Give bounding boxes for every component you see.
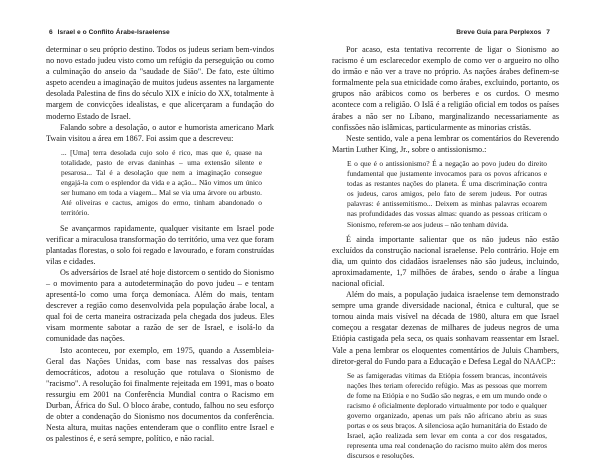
right-page (300, 0, 600, 463)
paragraph: Isto aconteceu, por exemplo, em 1975, quando a Assembleia-Geral das Nações Unidas, com base nas ressalvas dos países democráticos, adotou a resolução que rotulava o Sionismo de "racismo". A resolução foi finalmente rejeitada em 1991, mas o boato ressurgiu em 2001 na Conferência Mundial contra o Racismo em Durban, África do Sul. O bloco árabe, contudo, falhou no seu esforço de obter a condenação do Sionismo nos documentos da conferência. Nesta altura, muitas nações entenderam que o conflito entre Israel e os palestinos é, e será sempre, político, e não racial. (46, 345, 274, 444)
chapter-title: Israel e o Conflito Árabe-Israelense (57, 29, 170, 36)
running-header-right (456, 29, 553, 36)
page-number: 7 (546, 29, 550, 36)
right-page-body (332, 44, 559, 466)
left-page-body (46, 44, 274, 444)
paragraph: determinar o seu próprio destino. Todos os judeus seriam bem-vindos no novo estado judeu visto como um refúgio da perseguição ou como a culminação do anseio da "saudade de Sião". De fato, este último aspeto acendeu a imaginação de muitos judeus assentes na largamente desolada Palestina de fins do século XIX e início do XX, totalmente à margem de convicções idealistas, e que alicerçaram a fundação do moderno Estado de Israel. (46, 45, 274, 121)
paragraph: É ainda importante salientar que os não judeus não estão excluídos da construção nacional israelense. Pelo contrário. Hoje em dia, um quinto dos cidadãos israelenses não são judeus, incluindo, aproximadamente, 1,7 milhões de árabes, sendo o árabe a língua nacional oficial. (332, 234, 559, 288)
paragraph: Além do mais, a população judaica israelense tem demonstrado sempre uma grande diversidade nacional, étnica e cultural, que se tornou ainda mais visível na década de 1980, altura em que Israel começou a resgatar dezenas de milhares de judeus negros de uma Etiópia castigada pela seca, os quais sonhavam reassentar em Israel. Vale a pena lembrar os eloquentes comentários de Juluis Chambers, diretor-geral do Fundo para a Educação e Defesa Legal do NAACP:: (332, 290, 559, 366)
block-quote: E o que é o antissionismo? É a negação ao povo judeu do direito fundamental que justamente invocamos para os povos africanos e todas as restantes nações do planeta. É uma discriminação contra os judeus, caros amigos, pelo fato de serem judeus. Por outras palavras: é antissemitismo... Deixem as minhas palavras ecoarem nas profundidades das vossas almas: quando as pessoas criticam o Sionismo, referem-se aos judeus – não tenham dúvida. (347, 158, 547, 229)
book-title: Breve Guia para Perplexos (456, 29, 542, 36)
block-quote: ... [Uma] terra desolada cujo solo é rico, mas que é, quase na totalidade, pasto de ervas daninhas – uma extensão silente e pesarosa... Tal é a desolação que nem a imaginação consegue engajá-la com o esplendor da vida e a ação... Não vimos um único ser humano em toda a viagem... Mal se via uma árvore ou arbusto. Até oliveiras e cactus, amigos do ermo, tinham abandonado o território. (61, 147, 262, 218)
block-quote: Se as famigeradas vítimas da Etiópia fossem brancas, incontáveis nações lhes teriam oferecido refúgio. Mas as pessoas que morrem de fome na Etiópia e no Sudão são negras, e em um mundo onde o racismo é oficialmente deplorado virtualmente por todo e qualquer governo organizado, apenas um país não africano abriu as suas portas e os seus braços. A silenciosa ação humanitária do Estado de Israel, ação realizada sem levar em conta a cor dos resgatados, representa uma real condenação do racismo muito além dos meros discursos e resoluções. (347, 370, 547, 461)
paragraph: Se avançarmos rapidamente, qualquer visitante em Israel pode verificar a miraculosa transformação do território, uma vez que foram plantadas florestas, o solo foi regado e lavourado, e foram construídas vilas e cidades. (46, 223, 274, 266)
paragraph: Por acaso, esta tentativa recorrente de ligar o Sionismo ao racismo é um esclarecedor exemplo de como ver o argueiro no olho do irmão e não ver a trave no próprio. As nações árabes definem-se formalmente pela sua etnicidade como árabes, excluindo, portanto, os grupos não arábicos como os berberes e os curdos. O mesmo acontece com a religião. O Islã é a religião oficial em todos os países árabes a não ser no Líbano, marginalizando necessariamente as confissões não islâmicas, particularmente as minorias cristãs. (332, 45, 559, 132)
paragraph: Neste sentido, vale a pena lembrar os comentários do Reverendo Martin Luther King, Jr., sobre o antissionismo.: (332, 133, 559, 154)
running-header-left (46, 29, 170, 36)
paragraph: Os adversários de Israel até hoje distorcem o sentido do Sionismo – o movimento para a autodeterminação do povo judeu – e tentam apresentá-lo como uma força demoníaca. Além do mais, tentam descrever a região como desenvolvida pela população árabe local, a qual foi de certa maneira ostracizada pela chegada dos judeus. Eles visam mormente sabotar a razão de ser de Israel, e isolá-lo da comunidade das nações. (46, 267, 274, 344)
left-page (0, 0, 300, 463)
paragraph: Falando sobre a desolação, o autor e humorista americano Mark Twain visitou a área em 1867. Foi assim que a descreveu: (46, 122, 274, 143)
page-number: 6 (49, 29, 53, 36)
